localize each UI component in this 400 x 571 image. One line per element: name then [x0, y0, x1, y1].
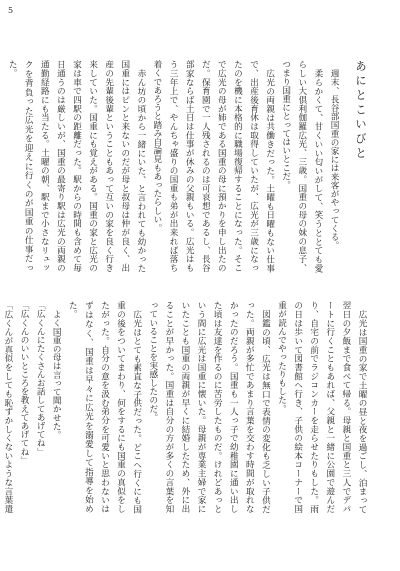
- page-number: 5: [8, 6, 14, 15]
- paragraph: 赤ん坊の頃から一緒にいた、と言われても幼かった国重にはピンと来ないのだが母と叔母は仲が良く、出産の先輩後輩ということもあって互いの家を良く行き来していた。国重にも覚えがある。国重の家と広光の家は車で四駅の距離だった。駅からの時間も含めて毎日通うのは厳しいが、国重の最寄り駅は広光の両親の通勤経路にも当たる。土曜の朝、駅まで小さなリュックを背負った広光を迎えに行くのが国重の仕事だった。: [7, 60, 146, 272]
- paragraph: 週末、長谷部国重の家には来客がやってくる。: [329, 68, 339, 250]
- paragraph: 柔らかくて、甘くいい匂いがして、笑うととても愛らしい大倶利伽羅広光、三歳。国重の母の妹の息子、つまり国重にとってはいとこだ。: [280, 60, 323, 272]
- dialogue-line: 「広くんが真似をしても恥ずかしくないような言葉遣: [2, 301, 13, 513]
- paragraph: 図鑑の頃、広光は無口で表情の変化も乏しい子供だった。両親が多忙であまり言葉を交わす時間が取れなかったのだろう。国重も一人っ子で幼稚園に通い出した頃は友達を作るのに苦労したものだ。けれどあっという間に広光は国重に懐いた。母親が専業主婦で家にいたことも国重の両親が早くに結婚したため、外に出ることが早かった。国重は自分の方が多くの言葉を知っていることを実感したのだ。: [147, 301, 271, 513]
- paragraph: 広光の両親は共働きだった。土曜も日曜もない仕事で、出産後育休は取得していたが、広光が三歳になったのを機に本格的に職場復帰することになった。そこで広光の母が姉である国重の母に預かりを申し出たのだ。保育園で一人残されるのは可哀想であるし、長谷部家ならば土日は仕事が休みの父親もいる。広光はもう三年上で、やんちゃ盛りの国重も弟が出来れば落ち着くであろうと踏み自論見もあったらしい。: [151, 60, 275, 272]
- paragraph: よく国重の母は言って聞かせた。: [51, 309, 62, 439]
- chapter-title: あにとこいびと: [354, 60, 368, 162]
- paragraph: 広光は国重の家で土曜の昼と夜を過ごし、泊まって翌日の夕飯まで食べて帰る。母親と国重と三人でデパートに行くこともあれば、父親と一緒に公園で遊んだり、自宅の前でラジコンカーを走らせたりもした。雨の日は歩いて図書館へ行き、子供の絵本コーナーで国重が読んでやったりもした。: [276, 301, 367, 513]
- body-text-lower-column: [2, 301, 370, 513]
- paragraph: 広光はとても素直な子供だった。どこへ行くにも国重の後をついてまわり、何をするにも国重の真似をしたがった。自分の意を汲む弟分を可愛いと思わないはずはなく、国重は早々に広光を溺愛して指導を始めた。: [67, 301, 142, 513]
- body-text-upper-column: [7, 60, 342, 272]
- dialogue-line: 「広くんのいいところを教えてあげてね」: [19, 301, 30, 465]
- dialogue-line: 「広くんにたくさんお話してあげてね」: [35, 301, 46, 456]
